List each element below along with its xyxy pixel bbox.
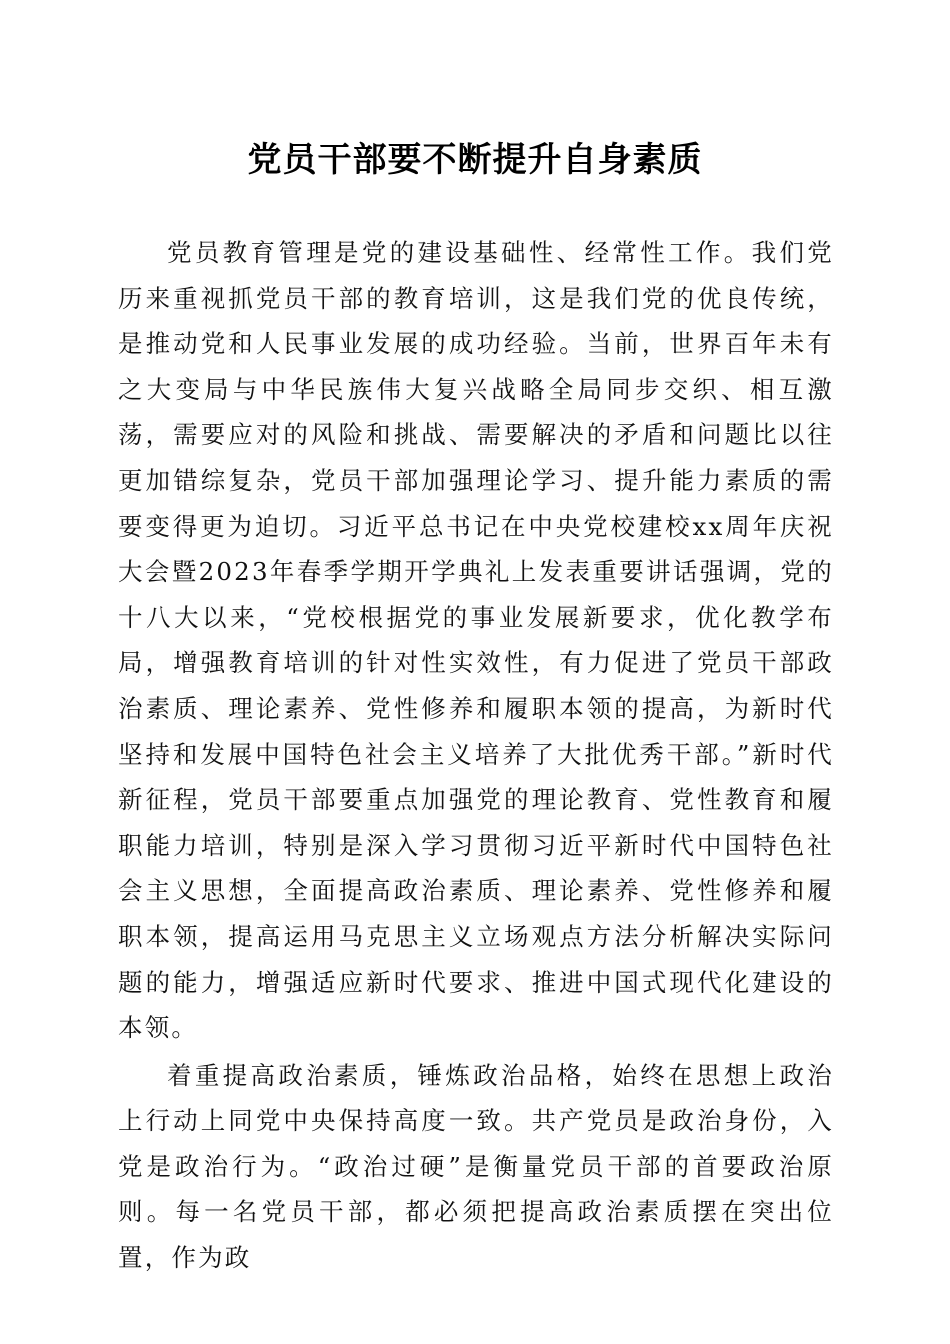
- paragraph-1: 党员教育管理是党的建设基础性、经常性工作。我们党历来重视抓党员干部的教育培训，这是我们党的优良传统，是推动党和人民事业发展的成功经验。当前，世界百年未有之大变局与中华民族伟大复兴战略全局同步交织、相互激荡，需要应对的风险和挑战、需要解决的矛盾和问题比以往更加错综复杂，党员干部加强理论学习、提升能力素质的需要变得更为迫切。习近平总书记在中央党校建校xx周年庆祝大会暨2023年春季学期开学典礼上发表重要讲话强调，党的十八大以来，“党校根据党的事业发展新要求，优化教学布局，增强教育培训的针对性实效性，有力促进了党员干部政治素质、理论素养、党性修养和履职本领的提高，为新时代坚持和发展中国特色社会主义培养了大批优秀干部。”新时代新征程，党员干部要重点加强党的理论教育、党性教育和履职能力培训，特别是深入学习贯彻习近平新时代中国特色社会主义思想，全面提高政治素质、理论素养、党性修养和履职本领，提高运用马克思主义立场观点方法分析解决实际问题的能力，增强适应新时代要求、推进中国式现代化建设的本领。: [118, 238, 834, 1043]
- document-title: 党员干部要不断提升自身素质: [247, 140, 703, 180]
- paragraph-2: 着重提高政治素质，锤炼政治品格，始终在思想上政治上行动上同党中央保持高度一致。共产党员是政治身份，入党是政治行为。“政治过硬”是衡量党员干部的首要政治原则。每一名党员干部，都必须把提高政治素质摆在突出位置，作为政: [118, 1060, 834, 1273]
- document-body: [118, 230, 834, 1283]
